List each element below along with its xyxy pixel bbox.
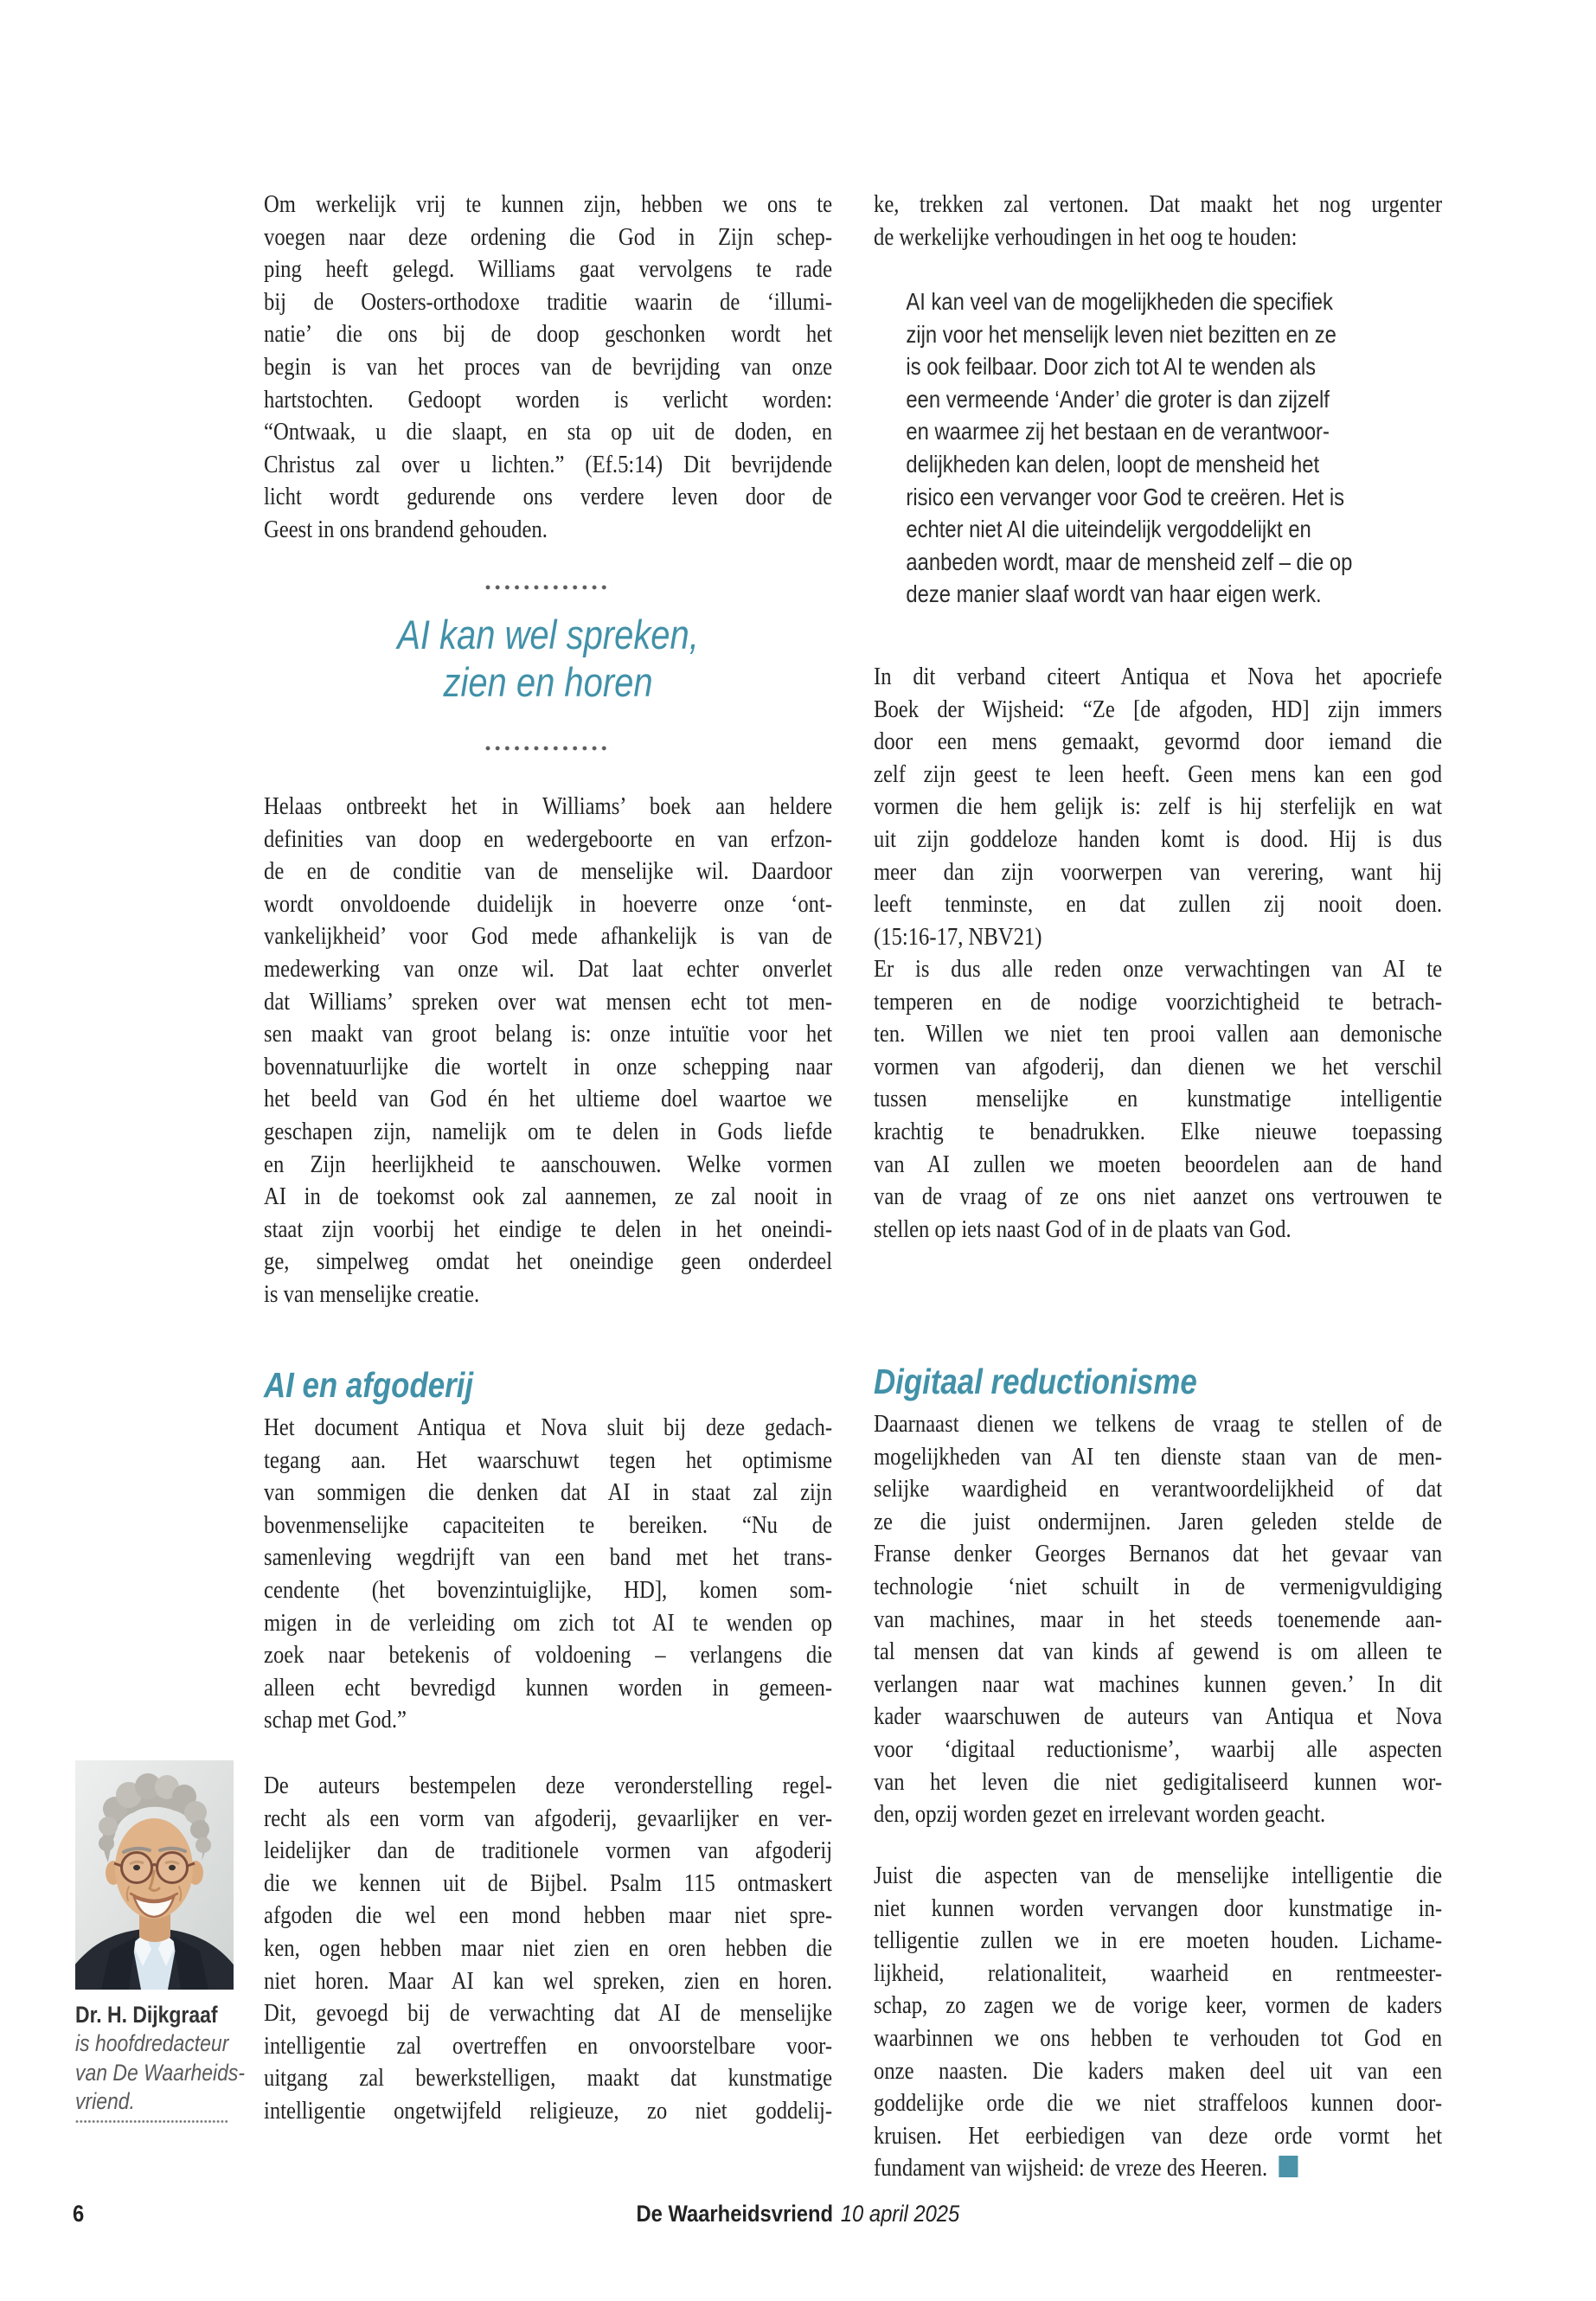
- text-line: Er is dus alle reden onze verwachtingen van AI te: [874, 955, 1443, 983]
- text-line: bij de Oosters-orthodoxe traditie waarin de ‘illumi-: [264, 287, 833, 316]
- text-line: tussen menselijke en kunstmatige intelligentie: [874, 1085, 1443, 1113]
- text-line: niet horen. Maar AI kan wel spreken, zien en horen.: [264, 1966, 833, 1995]
- text-line: is hoofdredacteur: [75, 2030, 229, 2056]
- text-line: uit zijn goddeloze handen komt is dood. Hij is dus: [874, 824, 1443, 853]
- text-line: ke, trekken zal vertonen. Dat maakt het nog urgenter: [874, 190, 1443, 218]
- text-line: wordt onvoldoende duidelijk in hoeverre onze ‘ont-: [264, 889, 833, 918]
- text-line: Helaas ontbreekt het in Williams’ boek aan heldere: [264, 792, 833, 820]
- footer-page-number: 6: [73, 2201, 85, 2227]
- text-line: ten. Willen we niet ten prooi vallen aan demonische: [874, 1020, 1443, 1048]
- paragraph-helaas: [264, 791, 832, 1311]
- text-line: risico een vervanger voor God te creëren. Het is: [906, 483, 1345, 510]
- paragraph-trekken: [874, 189, 1442, 253]
- text-line: die we kennen uit de Bijbel. Psalm 115 ontmaskert: [264, 1868, 833, 1897]
- text-line: De auteurs bestempelen deze veronderstelling regel-: [264, 1772, 833, 1799]
- paragraph-daarnaast: [874, 1408, 1442, 1831]
- text-line: Christus zal over u lichten.” (Ef.5:14) Dit bevrijdende: [264, 450, 833, 478]
- text-line: delijkheden kan delen, loopt de mensheid het: [906, 450, 1320, 478]
- text-line: zoek naar betekenis of voldoening – verlangens die: [264, 1641, 833, 1670]
- text-line: In dit verband citeert Antiqua et Nova het apocriefe: [874, 663, 1443, 690]
- author-role: [75, 2029, 248, 2117]
- text-line: tegang aan. Het waarschuwt tegen het optimisme: [264, 1445, 833, 1474]
- text-line: waarbinnen we ons hebben te verhouden tot God en: [874, 2023, 1443, 2052]
- text-line: natie’ die ons bij de doop geschonken wordt het: [264, 320, 833, 349]
- text-line: Boek der Wijsheid: “Ze [de afgoden, HD] zijn immers: [874, 695, 1443, 723]
- text-line: lijkheid, relationaliteit, waarheid en rentmeester-: [874, 1958, 1443, 1987]
- text-line: van De Waarheids-: [75, 2059, 246, 2086]
- text-line: migen in de verleiding om zich tot AI te wenden op: [264, 1608, 833, 1637]
- text-line: en Zijn heerlijkheid te aanschouwen. Welke vormen: [264, 1150, 833, 1178]
- pull-quote-line-1: AI kan wel spreken,: [397, 612, 699, 657]
- text-line: Het document Antiqua et Nova sluit bij deze gedach-: [264, 1413, 833, 1441]
- text-line: schap met God.”: [264, 1706, 407, 1734]
- text-line: vormen die hem gelijk is: zelf is hij sterfelijk en wat: [874, 792, 1443, 821]
- text-line: schap, zo zagen we de vorige keer, vormen de kaders: [874, 1991, 1443, 2020]
- paragraph-auteurs: [264, 1770, 832, 2128]
- section-heading-reductionisme: Digitaal reductionisme: [874, 1362, 1197, 1401]
- text-line: krachtig te benadrukken. Elke nieuwe toepassing: [874, 1117, 1443, 1145]
- text-line: het beeld van God én het ultieme doel waartoe we: [264, 1085, 833, 1113]
- block-quote-antiqua: [874, 285, 1442, 611]
- paragraph-opening: [264, 189, 832, 547]
- text-line: afgoden die wel een mond hebben maar niet spre-: [264, 1901, 833, 1930]
- text-line: deze manier slaaf wordt van haar eigen werk.: [906, 580, 1322, 608]
- text-line: licht wordt gedurende ons verdere leven door de: [264, 483, 833, 511]
- text-line: meer dan zijn voorwerpen van verering, want hij: [874, 857, 1443, 886]
- text-line: vankelijkheid’ voor God mede afhankelijk is van de: [264, 922, 833, 951]
- caption-dotted-rule: [75, 2119, 229, 2124]
- text-line: begin is van het proces van de bevrijding van onze: [264, 352, 833, 381]
- text-line: verlangen naar wat machines kunnen geven.’ In dit: [874, 1670, 1443, 1698]
- text-line: van AI zullen we moeten beoordelen aan de hand: [874, 1150, 1443, 1178]
- text-line: zelf zijn geest te leen heeft. Geen mens kan een god: [874, 760, 1443, 788]
- text-line: ping heeft gelegd. Williams gaat vervolgens te rade: [264, 255, 833, 284]
- text-line: (15:16-17, NBV21): [874, 922, 1042, 951]
- text-line: dat Williams’ spreken over wat mensen echt tot men-: [264, 987, 833, 1016]
- footer-center: [0, 2201, 1596, 2227]
- text-line: intelligentie zal overtreffen en onvoorstelbare voor-: [264, 2031, 833, 2060]
- text-line: sen maakt van groot belang is: onze intuïtie voor het: [264, 1020, 833, 1048]
- text-line: vormen van afgoderij, dan dienen we het verschil: [874, 1052, 1443, 1080]
- text-line: den, opzij worden gezet en irrelevant worden geacht.: [874, 1800, 1326, 1829]
- text-line: intelligentie ongetwijfeld religieuze, zo niet goddelij-: [264, 2096, 833, 2125]
- text-line: technologie ‘niet schuilt in de vermenigvuldiging: [874, 1572, 1443, 1600]
- text-line: ge, simpelweg omdat het oneindige geen onderdeel: [264, 1247, 833, 1276]
- text-line: kruisen. Het eerbiedigen van deze orde vormt het: [874, 2121, 1443, 2150]
- text-line: kader waarschuwen de auteurs van Antiqua et Nova: [874, 1702, 1443, 1731]
- text-line: alleen echt bevredigd kunnen worden in gemeen-: [264, 1673, 833, 1702]
- author-photo: [75, 1760, 234, 1990]
- dotted-separator-top: [264, 585, 832, 590]
- author-caption: [75, 2000, 248, 2117]
- text-line: echter niet AI die uiteindelijk vergoddelijkt en: [906, 516, 1311, 543]
- paragraph-antiqua: [264, 1412, 832, 1737]
- text-line: leidelijker dan de traditionele vormen van afgoderij: [264, 1836, 833, 1865]
- text-line: en waarmee zij het bestaan en de verantwoor-: [906, 418, 1330, 445]
- pull-quote-line-2: zien en horen: [443, 659, 653, 705]
- text-line: stellen op iets naast God of in de plaats van God.: [874, 1215, 1292, 1243]
- text-line: uitgang zal bewerkstelligen, maakt dat kunstmatige: [264, 2064, 833, 2093]
- text-line: ze die juist ondermijnen. Jaren geleden stelde de: [874, 1507, 1443, 1535]
- article-end-marker: [1279, 2156, 1298, 2177]
- author-name: Dr. H. Dijkgraaf: [75, 2002, 218, 2028]
- text-line: Daarnaast dienen we telkens de vraag te stellen of de: [874, 1410, 1443, 1438]
- text-line: Geest in ons brandend gehouden.: [264, 515, 548, 543]
- text-line: een vermeende ‘Ander’ die groter is dan zijzelf: [906, 385, 1330, 413]
- text-line: AI in de toekomst ook zal aannemen, ze zal nooit in: [264, 1183, 833, 1211]
- pull-quote: [264, 611, 832, 706]
- text-line: van de vraag of ze ons niet aanzet ons vertrouwen te: [874, 1183, 1443, 1211]
- text-line: Om werkelijk vrij te kunnen zijn, hebben we ons te: [264, 190, 833, 218]
- text-line: geschapen zijn, namelijk om te delen in Gods liefde: [264, 1117, 833, 1145]
- text-line: bovennatuurlijke die wortelt in onze schepping naar: [264, 1052, 833, 1080]
- text-line: cendente (het bovenzintuiglijke, HD], komen som-: [264, 1575, 833, 1604]
- text-line: fundament van wijsheid: de vreze des Heeren.: [874, 2152, 1442, 2185]
- text-line: de en de conditie van de menselijke wil. Daardoor: [264, 857, 833, 886]
- footer-issue-date: 10 april 2025: [840, 2201, 960, 2227]
- section-heading-afgoderij: AI en afgoderij: [264, 1365, 474, 1405]
- text-line: samenleving wegdrijft van een band met het trans-: [264, 1543, 833, 1572]
- text-line: leeft tenminste, en dat zullen zij nooit doen.: [874, 890, 1443, 919]
- text-line: bovenmenselijke capaciteiten te bereiken. “Nu de: [264, 1510, 833, 1539]
- text-line: temperen en de nodige voorzichtigheid te betrach-: [874, 987, 1443, 1016]
- text-line: van het leven die niet gedigitaliseerd kunnen wor-: [874, 1767, 1443, 1796]
- text-line: selijke waardigheid en verantwoordelijkheid of dat: [874, 1475, 1443, 1503]
- text-line: niet kunnen worden vervangen door kunstmatige in-: [874, 1894, 1443, 1922]
- footer-magazine-name: De Waarheidsvriend: [636, 2201, 834, 2227]
- text-line: Franse denker Georges Bernanos dat het gevaar van: [874, 1540, 1443, 1568]
- text-line: staat zijn voorbij het eindige te delen in het oneindi-: [264, 1215, 833, 1243]
- text-line: voor ‘digitaal reductionisme’, waarbij alle aspecten: [874, 1734, 1443, 1763]
- text-line: tal mensen dat van kinds af gewend is om alleen te: [874, 1638, 1443, 1666]
- text-line: Juist die aspecten van de menselijke intelligentie die: [874, 1862, 1443, 1889]
- text-line: mogelijkheden van AI ten dienste staan van de men-: [874, 1442, 1443, 1471]
- paragraph-wijsheid: [874, 661, 1442, 953]
- text-line: is van menselijke creatie.: [264, 1279, 480, 1308]
- text-line: vriend.: [75, 2088, 135, 2114]
- text-line: de werkelijke verhoudingen in het oog te houden:: [874, 222, 1298, 251]
- text-line: telligentie zullen we in ere moeten houden. Lichame-: [874, 1926, 1443, 1955]
- text-line: definities van doop en wedergeboorte en van erfzon-: [264, 824, 833, 853]
- text-line: Dit, gevoegd bij de verwachting dat AI de menselijke: [264, 1999, 833, 2028]
- paragraph-slot: [874, 1860, 1442, 2185]
- text-line: hartstochten. Gedoopt worden is verlicht worden:: [264, 385, 833, 413]
- text-line: ken, ogen hebben maar niet zien en oren hebben die: [264, 1933, 833, 1962]
- text-line: van sommigen die denken dat AI in staat zal zijn: [264, 1478, 833, 1507]
- text-line: door een mens gemaakt, gevormd door iemand die: [874, 727, 1443, 756]
- text-line: onze naasten. Die kaders maken deel uit van een: [874, 2056, 1443, 2085]
- text-line: zijn voor het menselijk leven niet bezitten en ze: [906, 320, 1336, 348]
- text-line: medewerking van onze wil. Dat laat echter onverlet: [264, 954, 833, 983]
- text-line: goddelijke orde die we niet straffeloos kunnen door-: [874, 2089, 1443, 2118]
- text-line: van machines, maar in het steeds toenemende aan-: [874, 1605, 1443, 1633]
- text-line: voegen naar deze ordening die God in Zijn schep-: [264, 222, 833, 251]
- text-line: “Ontwaak, u die slaapt, en sta op uit de doden, en: [264, 418, 833, 446]
- paragraph-temperen: [874, 953, 1442, 1246]
- text-line: AI kan veel van de mogelijkheden die specifiek: [906, 288, 1333, 315]
- dotted-separator-bottom: [264, 746, 832, 751]
- text-line: recht als een vorm van afgoderij, gevaarlijker en ver-: [264, 1804, 833, 1832]
- text-line: aanbeden wordt, maar de mensheid zelf – die op: [906, 548, 1353, 575]
- author-portrait-illustration: [75, 1760, 234, 1990]
- text-line: is ook feilbaar. Door zich tot AI te wenden als: [906, 353, 1317, 381]
